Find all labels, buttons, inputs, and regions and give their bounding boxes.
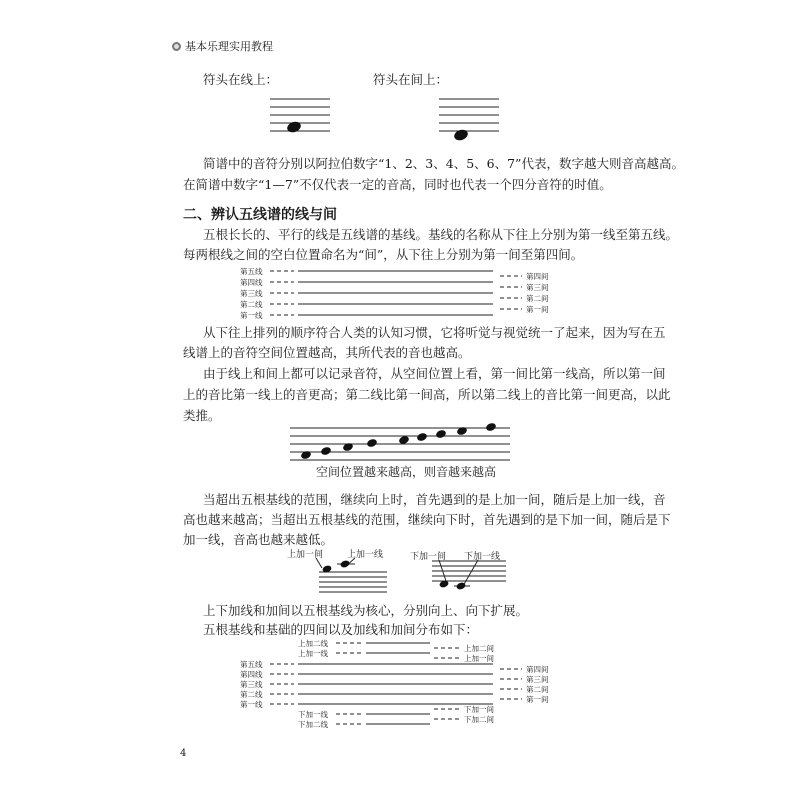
notehead xyxy=(453,128,470,141)
label-down-line: 下加一线 xyxy=(464,552,501,562)
label-line3: 第三线 xyxy=(240,289,263,298)
scale-caption: 空间位置越来越高，则音越来越高 xyxy=(316,465,497,479)
label-line5: 第五线 xyxy=(240,660,263,669)
para4-line2: 高也越来越高；当超出五根基线的范围，继续向下时，首先遇到的是下加一间，随后是下 xyxy=(183,512,671,527)
fig1-left-label: 符头在线上： xyxy=(203,72,279,87)
label-lower-line2: 下加二线 xyxy=(298,720,328,729)
para3-line4: 上的音比第一线上的音更高；第二线比第一间高，所以第二线上的音比第一间更高，以此 xyxy=(183,387,671,402)
label-up-space: 上加一间 xyxy=(287,550,324,560)
label-space4: 第四间 xyxy=(526,665,549,674)
ledger-below-figure xyxy=(408,549,514,597)
notehead xyxy=(286,120,303,134)
label-space1: 第一间 xyxy=(526,695,549,704)
fig1-right-label: 符头在间上： xyxy=(373,72,449,87)
label-line2: 第二线 xyxy=(240,300,263,309)
section-title: 二、辨认五线谱的线与间 xyxy=(183,207,337,223)
ascending-notes-figure xyxy=(286,420,514,462)
notehead-in-space-figure xyxy=(437,96,501,141)
para2-line2: 每两根线之间的空白位置命名为“间”，从下往上分别为第一间至第四间。 xyxy=(183,247,584,262)
label-lower-line1: 下加一线 xyxy=(298,710,328,719)
para1-line1: 简谱中的音符分别以阿拉伯数字“1、2、3、4、5、6、7”代表，数字越大则音高越高。 xyxy=(203,156,684,171)
label-space3: 第三间 xyxy=(526,283,549,292)
header-title: 基本乐理实用教程 xyxy=(185,40,273,53)
para2-line1: 五根长长的、平行的线是五线谱的基线。基线的名称从下往上分别为第一线至第五线。 xyxy=(203,227,679,242)
label-upper-line2: 上加二线 xyxy=(298,639,328,648)
para5-line2: 五根基线和基础的四间以及加线和加间分布如下： xyxy=(203,622,479,637)
para1-line2: 在简谱中数字“1—7”不仅代表一定的音高，同时也代表一个四分音符的时值。 xyxy=(183,177,612,192)
bullet-circle-icon xyxy=(172,42,181,51)
para3-line5: 类推。 xyxy=(183,408,221,423)
para5-line1: 上下加线和加间以五根基线为核心，分别向上、向下扩展。 xyxy=(203,603,529,618)
label-space2: 第二间 xyxy=(526,294,549,303)
label-line1: 第一线 xyxy=(240,311,263,320)
label-upper-space2: 上加二间 xyxy=(464,644,494,653)
label-upper-space1: 上加一间 xyxy=(464,654,494,663)
label-line4: 第四线 xyxy=(240,670,263,679)
label-space4: 第四间 xyxy=(526,272,549,281)
label-space3: 第三间 xyxy=(526,675,549,684)
para4-line1: 当超出五根基线的范围，继续向上时，首先遇到的是上加一间，随后是上加一线，音 xyxy=(203,492,666,507)
label-upper-line1: 上加一线 xyxy=(298,649,328,658)
label-line3: 第三线 xyxy=(240,680,263,689)
label-down-space: 下加一间 xyxy=(410,552,447,562)
para3-line2: 线谱上的音符空间位置越高，其所代表的音也越高。 xyxy=(183,345,471,360)
running-header xyxy=(172,38,273,54)
label-line2: 第二线 xyxy=(240,690,263,699)
label-line1: 第一线 xyxy=(240,700,263,709)
ledger-above-figure xyxy=(285,547,395,595)
label-up-line: 上加一线 xyxy=(347,550,384,560)
label-lower-space2: 下加二间 xyxy=(464,715,494,724)
notehead-on-line-figure xyxy=(268,96,332,141)
label-line5: 第五线 xyxy=(240,267,263,276)
staff-names-diagram xyxy=(238,266,558,318)
para3-line1: 从下往上排列的顺序符合人类的认知习惯，它将听觉与视觉统一了起来，因为写在五 xyxy=(203,325,666,340)
para4-line3: 加一线，音高也越来越低。 xyxy=(183,532,334,547)
full-staff-diagram xyxy=(238,637,568,732)
label-space1: 第一间 xyxy=(526,305,549,314)
label-space2: 第二间 xyxy=(526,685,549,694)
label-lower-space1: 下加一间 xyxy=(464,705,494,714)
page-number: 4 xyxy=(180,748,187,759)
label-line4: 第四线 xyxy=(240,278,263,287)
para3-line3: 由于线上和间上都可以记录音符，从空间位置上看，第一间比第一线高，所以第一间 xyxy=(203,366,666,381)
